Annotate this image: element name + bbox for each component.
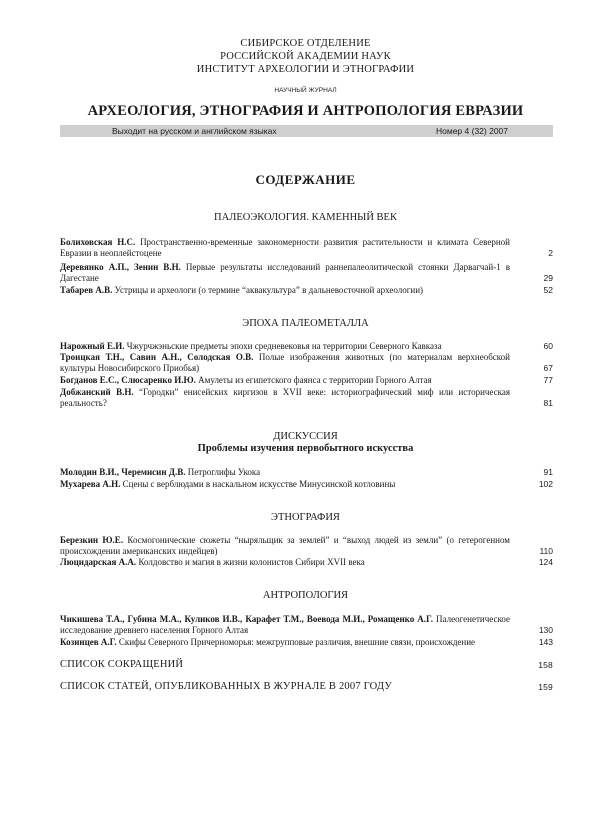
entry-authors: Деревянко А.П., Зенин В.Н. <box>60 262 181 272</box>
issue-bar <box>60 125 553 137</box>
entry-title: Космогонические сюжеты “ныряльщик за землей” и “выход людей из земли” (о гетерогенном происхождении американских индейцев) <box>60 535 511 556</box>
entry-page: 143 <box>538 637 553 647</box>
toc-entry[interactable] <box>60 467 553 478</box>
entry-authors: Козинцев А.Г. <box>60 637 117 647</box>
toc-entry[interactable] <box>60 637 553 648</box>
entry-authors: Молодин В.И., Черемисин Д.В. <box>60 467 186 477</box>
issue-number: Номер 4 (32) 2007 <box>436 126 509 136</box>
toc-entry[interactable] <box>60 479 553 490</box>
contents-heading: СОДЕРЖАНИЕ <box>255 172 356 187</box>
entry-page: 81 <box>543 398 553 408</box>
entry-authors: Добжанский В.Н. <box>60 387 134 397</box>
entry-authors: Нарожный Е.И. <box>60 341 125 351</box>
entry-authors: Богданов Е.С., Слюсаренко И.Ю. <box>60 375 196 385</box>
entry-authors: Люцидарская А.А. <box>60 557 137 567</box>
entry-page: 130 <box>538 625 553 635</box>
section-title: ЭПОХА ПАЛЕОМЕТАЛЛА <box>242 318 369 329</box>
entry-title: СПИСОК СТАТЕЙ, ОПУБЛИКОВАННЫХ В ЖУРНАЛЕ В 2007 ГОДУ <box>60 681 392 692</box>
entry-title: Пространственно-временные закономерности развития растительности и климата Северной Евразии в неоплейстоцене <box>60 237 510 258</box>
entry-title: Петроглифы Укока <box>187 467 261 477</box>
entry-title: Скифы Северного Причерноморья: межгрупповые различия, внешние связи, происхождение <box>118 637 476 647</box>
publisher-line-2: РОССИЙСКОЙ АКАДЕМИИ НАУК <box>220 51 391 62</box>
toc-entry-abbreviations[interactable] <box>60 659 553 670</box>
toc-entry[interactable] <box>60 614 553 636</box>
section-title: ПАЛЕОЭКОЛОГИЯ. КАМЕННЫЙ ВЕК <box>214 212 397 223</box>
entry-page: 67 <box>543 363 553 373</box>
entry-page: 77 <box>543 375 553 385</box>
entry-authors: Болиховская Н.С. <box>60 237 136 247</box>
entry-title: Палеогенетическое исследование древнего населения Горного Алтая <box>60 614 510 635</box>
entry-page: 158 <box>538 660 553 670</box>
entry-authors: Табарев А.В. <box>60 285 113 295</box>
entry-title: Устрицы и археологи (о термине “аквакультура” в дальневосточной археологии) <box>114 285 424 295</box>
entry-authors: Мухарева А.Н. <box>60 479 121 489</box>
entry-title: Амулеты из египетского фаянса с территории Горного Алтая <box>198 375 432 385</box>
toc-entry[interactable] <box>60 352 553 374</box>
toc-entry[interactable] <box>60 341 553 352</box>
section-title: ДИСКУССИЯ <box>273 431 338 442</box>
entry-authors: Березкин Ю.Е. <box>60 535 124 545</box>
entry-page: 2 <box>548 248 553 258</box>
toc-entry[interactable] <box>60 237 553 259</box>
entry-title: Чжурчжэньские предметы эпохи средневековья на территории Северного Кавказа <box>126 341 442 351</box>
entry-title: “Городки” енисейских киргизов в XVII веке: историографический миф или историческая реальность? <box>60 387 510 408</box>
entry-page: 29 <box>543 273 553 283</box>
entry-page: 124 <box>538 557 553 567</box>
entry-page: 60 <box>543 341 553 351</box>
entry-page: 52 <box>543 285 553 295</box>
journal-title: АРХЕОЛОГИЯ, ЭТНОГРАФИЯ И АНТРОПОЛОГИЯ ЕВРАЗИИ <box>87 103 524 119</box>
toc-entry[interactable] <box>60 285 553 296</box>
toc-entry[interactable] <box>60 535 553 557</box>
toc-entry[interactable] <box>60 387 553 409</box>
entry-title: Сцены с верблюдами в наскальном искусстве Минусинской котловины <box>122 479 396 489</box>
section-title: АНТРОПОЛОГИЯ <box>262 590 349 601</box>
entry-page: 102 <box>538 479 553 489</box>
entry-page: 159 <box>538 682 553 692</box>
entry-page: 110 <box>539 546 553 556</box>
entry-title: Колдовство и магия в жизни колонистов Сибири XVII века <box>138 557 365 567</box>
publisher-line-1: СИБИРСКОЕ ОТДЕЛЕНИЕ <box>240 38 371 49</box>
section-title: ЭТНОГРАФИЯ <box>271 512 340 523</box>
entry-authors: Троицкая Т.Н., Савин А.Н., Солодская О.В. <box>60 352 254 362</box>
toc-entry[interactable] <box>60 262 553 284</box>
entry-authors: Чикишева Т.А., Губина М.А., Куликов И.В., Карафет Т.М., Воевода М.И., Ромащенко А.Г. <box>60 614 433 624</box>
languages-note: Выходит на русском и английском языках <box>112 126 277 136</box>
publisher-line-3: ИНСТИТУТ АРХЕОЛОГИИ И ЭТНОГРАФИИ <box>196 64 415 75</box>
entry-page: 91 <box>543 467 553 477</box>
journal-kind: НАУЧНЫЙ ЖУРНАЛ <box>274 87 337 94</box>
toc-entry[interactable] <box>60 375 553 386</box>
section-subtitle: Проблемы изучения первобытного искусства <box>197 443 414 454</box>
entry-title: СПИСОК СОКРАЩЕНИЙ <box>60 659 184 670</box>
entry-title: Первые результаты исследований раннепалеолитической стоянки Дарвагчай-1 в Дагестане <box>60 262 511 283</box>
toc-entry-article-list[interactable] <box>60 681 553 692</box>
toc-entry[interactable] <box>60 557 553 568</box>
entry-title: Полые изображения животных (по материалам верхнеобской культуры Новосибирского Приобья) <box>60 352 510 373</box>
